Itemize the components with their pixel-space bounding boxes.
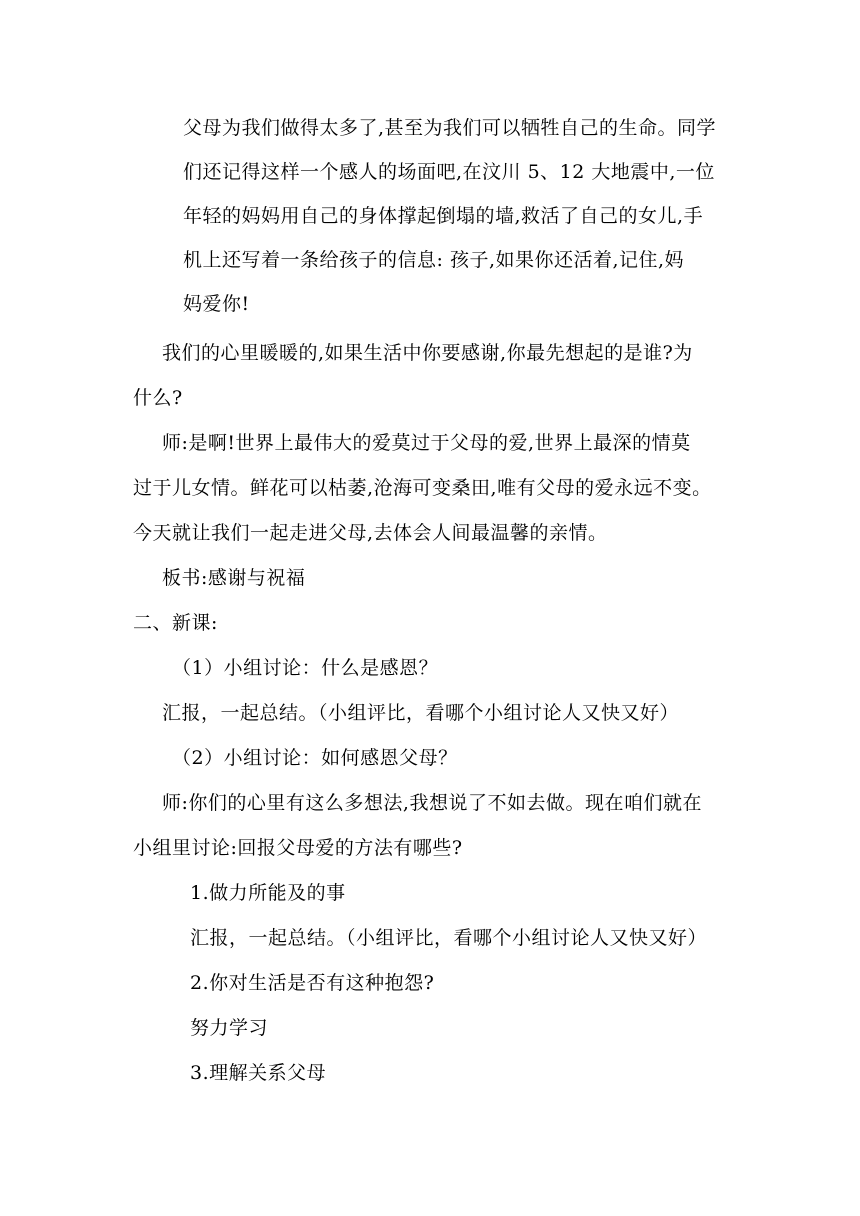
list-item: 3.理解关系父母 (190, 1062, 327, 1084)
paragraph-line: 今天就让我们一起走进父母,去体会人间最温馨的亲情。 (133, 522, 608, 544)
paragraph-line: 们还记得这样一个感人的场面吧,在汶川 5、12 大地震中,一位 (183, 161, 715, 183)
paragraph-line: 过于儿女情。鲜花可以枯萎,沧海可变桑田,唯有父母的爱永远不变。 (133, 477, 712, 499)
paragraph-line: 妈爱你! (183, 293, 250, 315)
list-item: 2.你对生活是否有这种抱怨? (190, 972, 435, 994)
paragraph-line: 年轻的妈妈用自己的身体撑起倒塌的墙,救活了自己的女儿,手 (183, 205, 704, 227)
paragraph-line: 父母为我们做得太多了,甚至为我们可以牺牲自己的生命。同学 (183, 117, 717, 139)
report-line: 汇报，一起总结。（小组评比，看哪个小组讨论人又快又好） (162, 702, 680, 724)
paragraph-line: 我们的心里暖暖的,如果生活中你要感谢,你最先想起的是谁?为 (162, 342, 693, 364)
paragraph-line: 师:是啊!世界上最伟大的爱莫过于父母的爱,世界上最深的情莫 (162, 432, 691, 454)
paragraph-line: 什么? (133, 387, 183, 409)
discussion-item: （2）小组讨论：如何感恩父母？ (172, 747, 458, 769)
paragraph-line: 小组里讨论:回报父母爱的方法有哪些? (133, 837, 463, 859)
report-line: 汇报，一起总结。（小组评比，看哪个小组讨论人又快又好） (190, 927, 708, 949)
discussion-item: （1）小组讨论：什么是感恩？ (172, 657, 439, 679)
blackboard-note: 板书:感谢与祝福 (162, 567, 306, 589)
list-item-answer: 努力学习 (190, 1017, 269, 1039)
section-heading: 二、新课: (133, 612, 218, 634)
list-item: 1.做力所能及的事 (190, 882, 346, 904)
paragraph-line: 机上还写着一条给孩子的信息: 孩子,如果你还活着,记住,妈 (183, 249, 685, 271)
paragraph-line: 师:你们的心里有这么多想法,我想说了不如去做。现在咱们就在 (162, 792, 702, 814)
